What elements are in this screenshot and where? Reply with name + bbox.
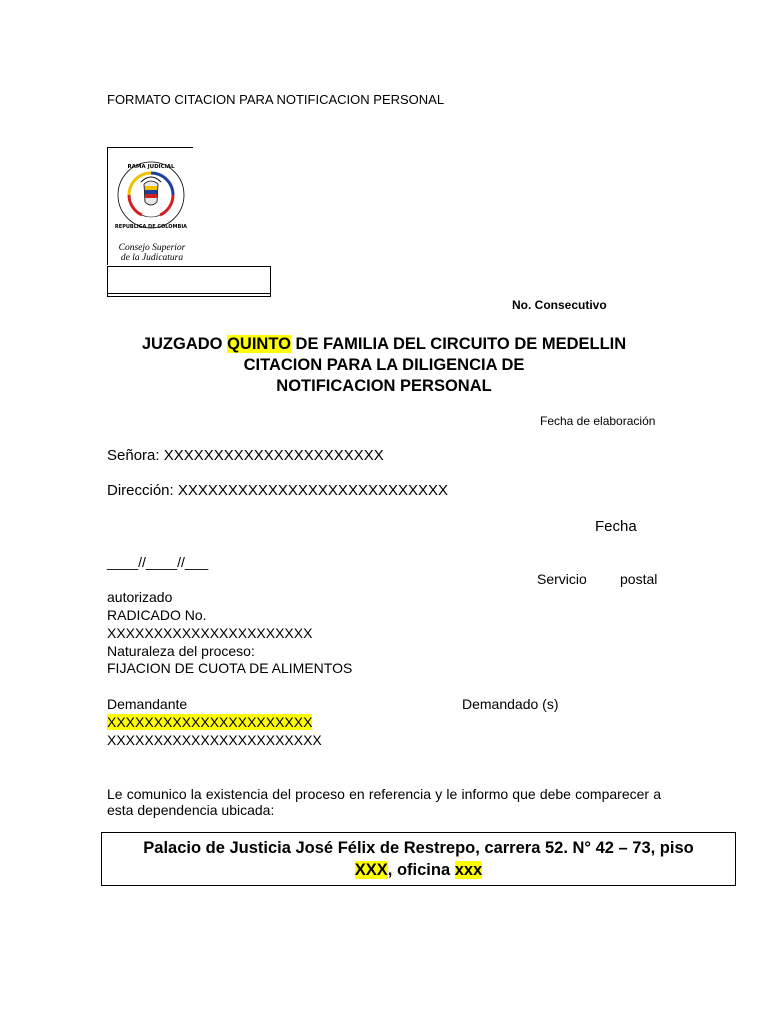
svg-text:RAMA JUDICIAL: RAMA JUDICIAL — [127, 164, 175, 170]
fecha-label: Fecha — [595, 518, 637, 535]
title-line-3: NOTIFICACION PERSONAL — [276, 377, 492, 395]
title-line-1-pre: JUZGADO — [141, 335, 228, 353]
direccion-line: Dirección: XXXXXXXXXXXXXXXXXXXXXXXXXXX — [107, 482, 448, 499]
radicado-value: XXXXXXXXXXXXXXXXXXXXXX — [107, 625, 313, 641]
demandante-value-highlight: XXXXXXXXXXXXXXXXXXXXXX — [107, 714, 313, 730]
rama-judicial-logo — [107, 147, 193, 265]
consecutivo-box — [107, 266, 271, 297]
oficina-value: xxx — [454, 861, 483, 879]
format-title: FORMATO CITACION PARA NOTIFICACION PERSONAL — [107, 92, 445, 107]
address-mid: , oficina — [387, 861, 455, 879]
logo-line-1: Consejo Superior — [118, 243, 186, 253]
postal-word: postal — [620, 571, 658, 587]
demandado-value: XXXXXXXXXXXXXXXXXXXXXXX — [107, 732, 322, 748]
title-line-1 — [0, 334, 768, 354]
autorizado-word: autorizado — [107, 589, 173, 605]
body-paragraph: Le comunico la existencia del proceso en referencia y le informo que debe comparecer a esta dependencia ubicada: — [107, 786, 661, 818]
address-line-1: Palacio de Justicia José Félix de Restrepo, carrera 52. N° 42 – 73, piso — [143, 839, 694, 857]
logo-line-2: de la Judicatura — [120, 253, 184, 263]
senora-line: Señora: XXXXXXXXXXXXXXXXXXXXXX — [107, 447, 384, 464]
title-highlight-quinto: QUINTO — [227, 335, 291, 353]
fecha-blank: ____//____//___ — [107, 554, 209, 570]
naturaleza-label: Naturaleza del proceso: — [107, 643, 255, 659]
title-line-1-post: DE FAMILIA DEL CIRCUITO DE MEDELLIN — [290, 335, 627, 353]
servicio-word: Servicio — [537, 571, 587, 587]
radicado-label: RADICADO No. — [107, 607, 207, 623]
address-line-2 — [102, 859, 735, 881]
naturaleza-value: FIJACION DE CUOTA DE ALIMENTOS — [107, 660, 353, 676]
svg-text:REPUBLICA DE COLOMBIA: REPUBLICA DE COLOMBIA — [114, 224, 188, 230]
demandante-value — [107, 714, 312, 730]
demandado-label: Demandado (s) — [462, 696, 559, 712]
piso-value: XXX — [354, 861, 388, 879]
title-line-2: CITACION PARA LA DILIGENCIA DE — [243, 356, 525, 374]
coat-of-arms-icon — [108, 148, 194, 244]
address-box — [101, 832, 736, 886]
consecutivo-label: No. Consecutivo — [512, 298, 607, 312]
demandante-label: Demandante — [107, 696, 188, 712]
fecha-elaboracion: Fecha de elaboración — [540, 414, 656, 428]
